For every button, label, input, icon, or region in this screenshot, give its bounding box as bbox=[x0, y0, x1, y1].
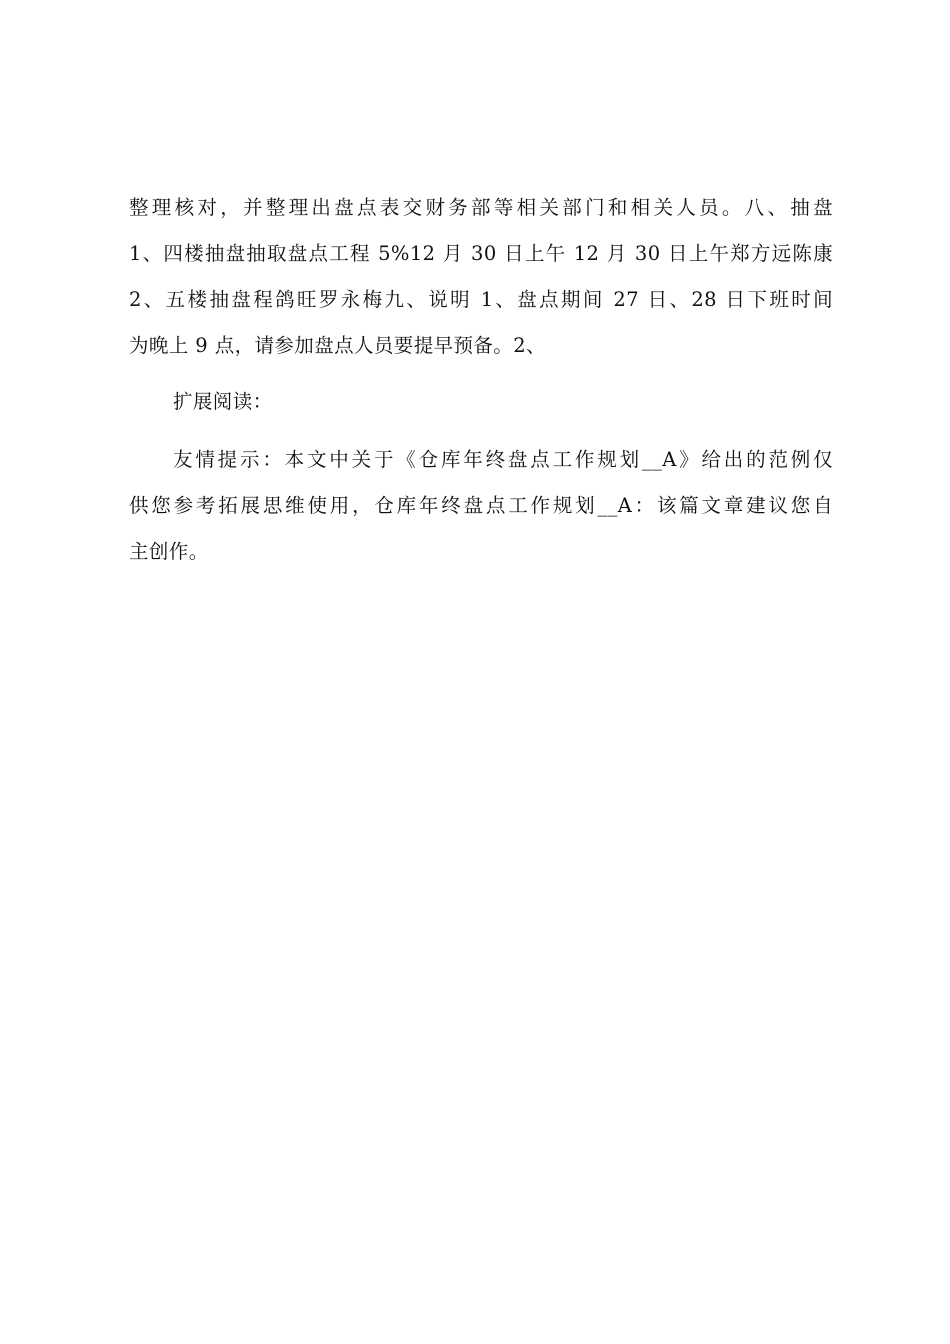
text-line: 供您参考拓展思维使用，仓库年终盘点工作规划__A：该篇文章建议您自 bbox=[129, 494, 833, 517]
paragraph-inventory-details bbox=[129, 185, 833, 369]
document-body bbox=[129, 185, 833, 575]
text-line: 2、五楼抽盘程鸽旺罗永梅九、说明 1、盘点期间 27 日、28 日下班时间 bbox=[129, 288, 833, 311]
text-line: 友情提示：本文中关于《仓库年终盘点工作规划__A》给出的范例仅 bbox=[173, 448, 833, 471]
text-line: 主创作。 bbox=[129, 540, 209, 563]
friendly-tip-paragraph bbox=[129, 437, 833, 575]
extended-reading-label: 扩展阅读： bbox=[173, 390, 273, 413]
text-line: 整理核对，并整理出盘点表交财务部等相关部门和相关人员。八、抽盘 bbox=[129, 196, 833, 219]
text-line: 为晚上 9 点，请参加盘点人员要提早预备。2、 bbox=[129, 334, 546, 357]
text-line: 1、四楼抽盘抽取盘点工程 5%12 月 30 日上午 12 月 30 日上午郑方远陈康 bbox=[129, 242, 833, 265]
